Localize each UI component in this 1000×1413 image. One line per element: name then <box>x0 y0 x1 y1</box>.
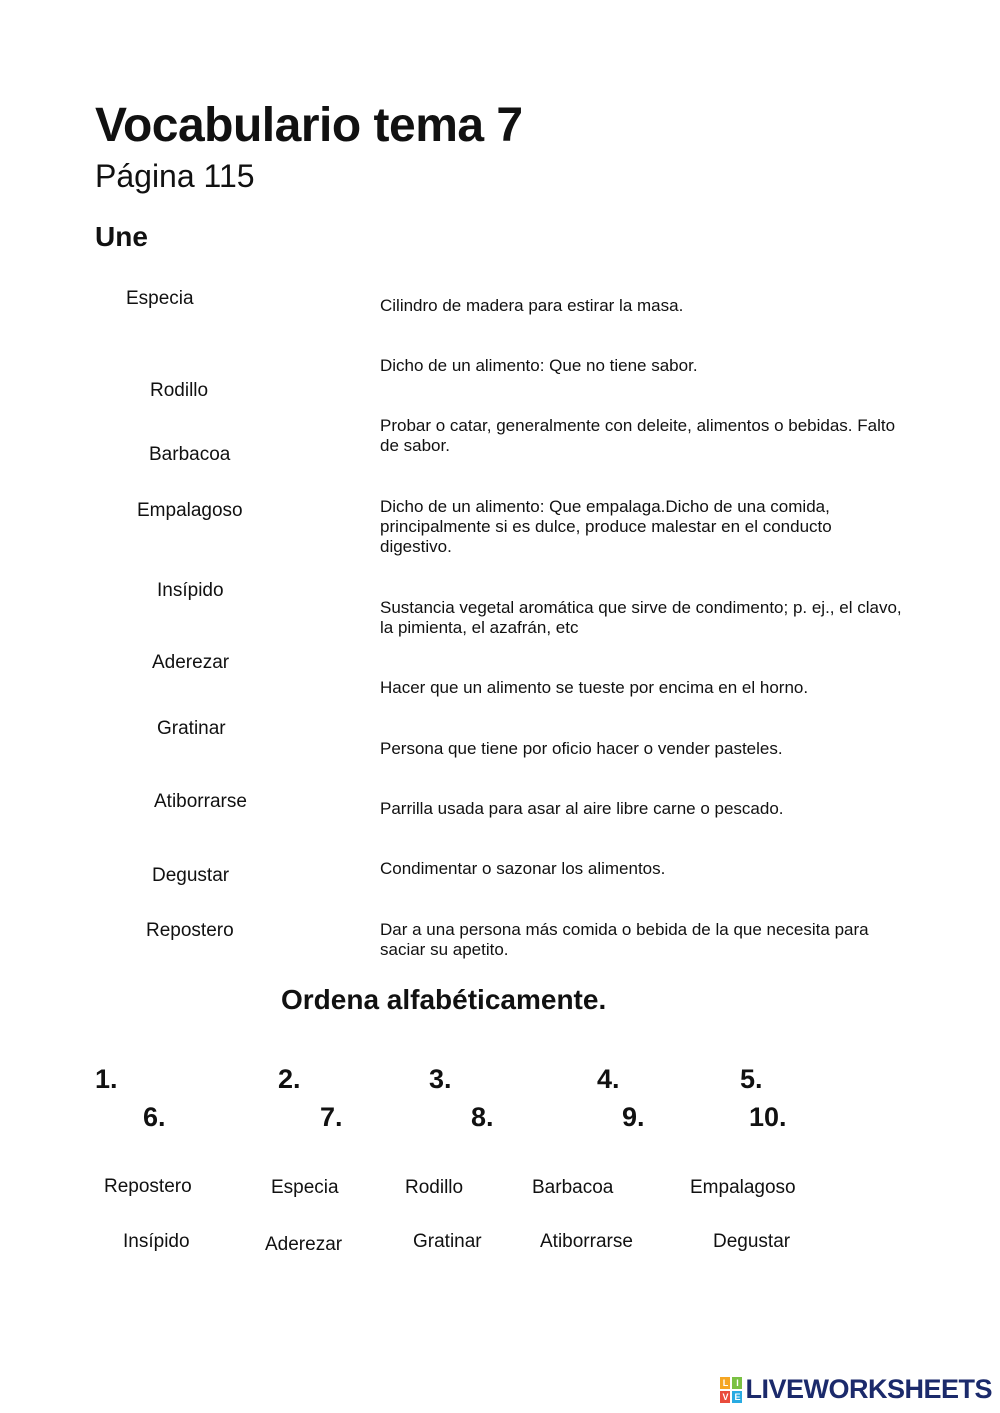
match-word[interactable]: Especia <box>126 288 194 309</box>
order-slot-4[interactable]: 4. <box>597 1064 620 1094</box>
order-word[interactable]: Repostero <box>104 1176 192 1197</box>
order-slot-8[interactable]: 8. <box>471 1102 494 1132</box>
logo-letter: L <box>720 1377 730 1389</box>
order-slot-9[interactable]: 9. <box>622 1102 645 1132</box>
order-word[interactable]: Barbacoa <box>532 1177 614 1198</box>
order-slot-2[interactable]: 2. <box>278 1064 301 1094</box>
match-definition[interactable]: Hacer que un alimento se tueste por encima en el horno. <box>380 678 809 697</box>
order-word[interactable]: Degustar <box>713 1231 791 1252</box>
order-word[interactable]: Aderezar <box>265 1234 343 1255</box>
match-definition[interactable]: Parrilla usada para asar al aire libre carne o pescado. <box>380 799 784 818</box>
section-label-match: Une <box>95 221 148 252</box>
match-definition[interactable]: Cilindro de madera para estirar la masa. <box>380 296 684 315</box>
match-definition[interactable]: Dicho de un alimento: Que no tiene sabor. <box>380 356 698 375</box>
order-slot-7[interactable]: 7. <box>320 1102 343 1132</box>
order-word[interactable]: Gratinar <box>413 1231 482 1252</box>
liveworksheets-logo <box>720 1374 992 1405</box>
order-slot-6[interactable]: 6. <box>143 1102 166 1132</box>
match-word[interactable]: Empalagoso <box>137 500 243 521</box>
order-word[interactable]: Insípido <box>123 1231 190 1252</box>
match-word[interactable]: Degustar <box>152 865 230 886</box>
order-word[interactable]: Empalagoso <box>690 1177 796 1198</box>
order-word[interactable]: Especia <box>271 1177 339 1198</box>
match-word[interactable]: Aderezar <box>152 652 230 673</box>
match-word[interactable]: Repostero <box>146 920 234 941</box>
match-definition[interactable]: Dicho de un alimento: Que empalaga.Dicho de una comida, principalmente si es dulce, produce malestar en el conducto digestivo. <box>380 497 832 556</box>
page-title: Vocabulario tema 7 <box>95 99 523 152</box>
logo-text: LIVEWORKSHEETS <box>745 1374 992 1404</box>
order-word[interactable]: Rodillo <box>405 1177 464 1198</box>
match-definition[interactable]: Persona que tiene por oficio hacer o vender pasteles. <box>380 739 783 758</box>
order-slot-5[interactable]: 5. <box>740 1064 763 1094</box>
logo-letter: I <box>732 1377 742 1389</box>
order-slot-1[interactable]: 1. <box>95 1064 118 1094</box>
order-word[interactable]: Atiborrarse <box>540 1231 633 1252</box>
match-word[interactable]: Barbacoa <box>149 444 231 465</box>
order-slot-10[interactable]: 10. <box>749 1102 787 1132</box>
logo-letter: V <box>722 1391 729 1402</box>
match-definition[interactable]: Condimentar o sazonar los alimentos. <box>380 859 666 878</box>
match-definition[interactable]: Probar o catar, generalmente con deleite, alimentos o bebidas. Falto de sabor. <box>380 416 896 455</box>
match-definition[interactable]: Dar a una persona más comida o bebida de la que necesita para saciar su apetito. <box>380 920 869 959</box>
match-definition[interactable]: Sustancia vegetal aromática que sirve de condimento; p. ej., el clavo, la pimienta, el azafrán, etc <box>380 598 902 637</box>
ordering-heading: Ordena alfabéticamente. <box>281 984 607 1015</box>
match-word[interactable]: Gratinar <box>157 718 226 739</box>
match-word[interactable]: Rodillo <box>150 380 209 401</box>
page-subtitle: Página 115 <box>95 158 255 194</box>
match-word[interactable]: Atiborrarse <box>154 791 247 812</box>
match-word[interactable]: Insípido <box>157 580 224 601</box>
logo-mark-icon <box>720 1377 742 1403</box>
order-slot-3[interactable]: 3. <box>429 1064 452 1094</box>
logo-letter: E <box>734 1391 741 1402</box>
